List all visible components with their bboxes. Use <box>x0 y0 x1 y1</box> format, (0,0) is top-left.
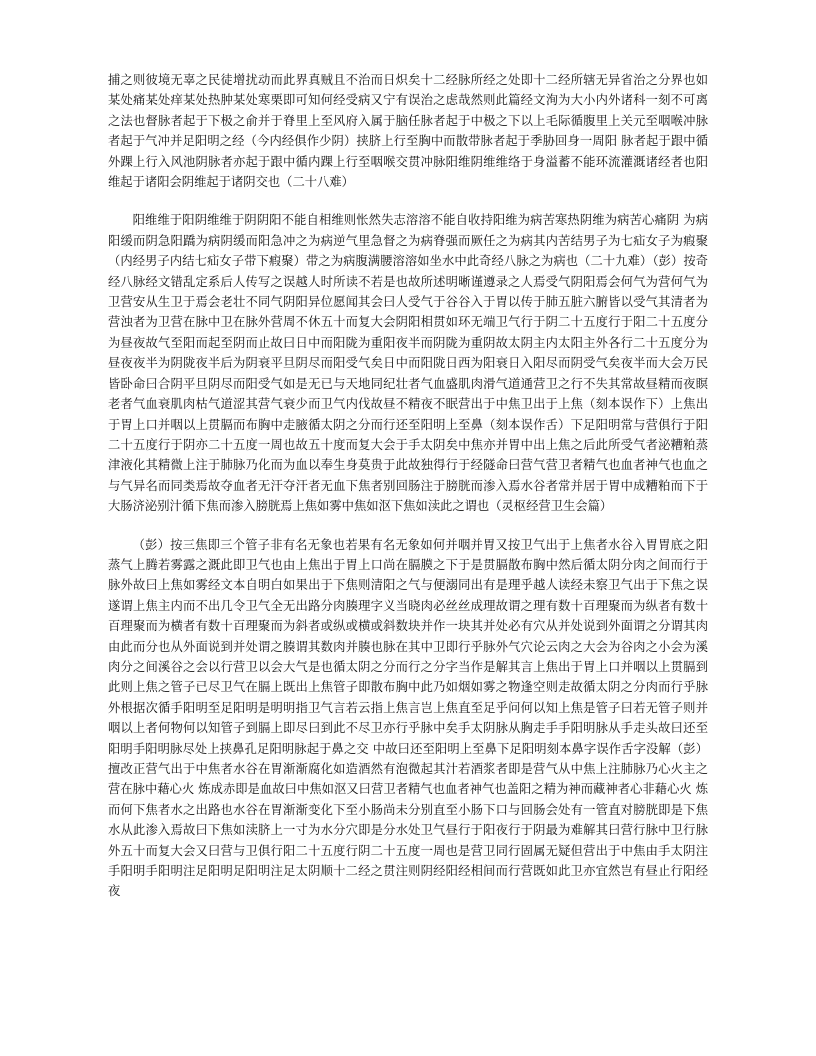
paragraph-3: （彭）按三焦即三个管子非有名无象也若果有名无象如何并咽并胃又按卫气出于上焦者水谷入胃胃底之阳蒸气上腾若雾露之溉此即卫气也由上焦出于胃上口尚在膈膜之下于是贯膈散布胸中然后循太阴分肉之间而行于脉外故曰上焦如雾经文本自明白如果出于下焦则清阳之气与便溺同出有是理乎越人读经未察卫气出于下焦之误遂谓上焦主内而不出几令卫气全无出路分肉腠理字义当晓肉必丝丝成理故谓之理有数十百理聚而为纵者有数十百理聚而为横者有数十百理聚而为斜者或纵或横或斜数块并作一块其并处必有穴从并处说到外面谓之分谓其肉由此而分也从外面说到并处谓之腠谓其数肉并腠也脉在其中卫即行乎脉外气穴论云肉之大会为谷肉之小会为溪肉分之间溪谷之会以行营卫以会大气是也循太阴之分而行之分字当作是解其言上焦出于胃上口并咽以上贯膈到此则上焦之管子已尽卫气在膈上既出上焦管子即散布胸中此乃如烟如雾之物逢空则走故循太阴之分肉而行乎脉外根据次循手阳明至足阳明是明明指卫气言若云指上焦言岂上焦直至足乎问何以知上焦是管子曰若无管子则并咽以上者何物何以知管子到膈上即尽曰到此不尽卫亦行乎脉中矣手太阴脉从胸走手手阳明脉从手走头故曰还至阳明手阳明脉尽处上挟鼻孔足阳明脉起于鼻之交 中故曰还至阳明上至鼻下足阳明刻本鼻字误作舌字没解（彭）擅改正营气出于中焦者水谷在胃渐渐腐化如造酒然有泡微起其汁若酒浆者即是营气从中焦上注肺脉乃心火主之营在脉中藉心火 炼成赤即是血故曰中焦如沤又曰营卫者精气也血者神气也盖阳之精为神而藏神者心非藉心火 炼而何下焦者水之出路也水谷在胃渐渐变化下至小肠尚未分别直至小肠下口与回肠会处有一管直对膀胱即是下焦水从此渗入焉故曰下焦如渎脐上一寸为水分穴即是分水处卫气昼行于阳夜行于阴最为难解其曰营行脉中卫行脉外五十而复大会又曰营与卫俱行阳二十五度行阴二十五度一周也是营卫同行固属无疑但营出于中焦由手太阴注手阳明手阳明注足阳明足阳明注足太阴顺十二经之贯注则阴经阳经相间而行营既如此卫亦宜然岂有昼止行阳经夜 <box>108 537 708 899</box>
document-page <box>108 70 708 902</box>
paragraph-2: 阳维维于阳阴维维于阴阴阳不能自相维则怅然失志溶溶不能自收持阳维为病苦寒热阴维为病苦心痛阴 为病阳缓而阴急阳蹻为病阴缓而阳急冲之为病逆气里急督之为病脊强而厥任之为病其内苦结男子为七疝女子为瘕聚（内经男子内结七疝女子带下瘕聚）带之为病腹满腰溶溶如坐水中此奇经八脉之为病也（二十九难）（彭）按奇经八脉经文错乱定系后人传写之误越人时所读不若是也故所述明晰谨遵录之人焉受气阴阳焉会何气为营何气为卫营安从生卫于焉会老壮不同气阴阳异位愿闻其会曰人受气于谷谷入于胃以传于肺五脏六腑皆以受气其清者为营浊者为卫营在脉中卫在脉外营周不休五十而复大会阴阳相贯如环无端卫气行于阴二十五度行于阳二十五度分为昼夜故气至阳而起至阴而止故曰日中而阳陇为重阳夜半而阴陇为重阴故太阴主内太阳主外各行二十五度分为昼夜夜半为阴陇夜半后为阴衰平旦阴尽而阳受气矣日中而阳陇日西为阳衰日入阳尽而阴受气矣夜半而大会万民皆卧命曰合阴平旦阴尽而阳受气如是无已与天地同纪壮者气血盛肌肉滑气道通营卫之行不失其常故昼精而夜瞑老者气血衰肌肉枯气道涩其营气衰少而卫气内伐故昼不精夜不眠营出于中焦卫出于上焦（刻本误作下）上焦出于胃上口并咽以上贯膈而布胸中走腋循太阴之分而行还至阳明上至鼻（刻本误作舌）下足阳明常与营俱行于阳二十五度行于阴亦二十五度一周也故五十度而复大会于手太阴矣中焦亦并胃中出上焦之后此所受气者泌糟粕蒸津液化其精微上注于肺脉乃化而为血以奉生身莫贵于此故独得行于经隧命曰营气营卫者精气也血者神气也血之与气异名而同类焉故夺血者无汗夺汗者无血下焦者别回肠注于膀胱而渗入焉水谷者常并居于胃中成糟粕而下于大肠济泌别汁循下焦而渗入膀胱焉上焦如雾中焦如沤下焦如渎此之谓也（灵枢经营卫生会篇） <box>108 213 708 514</box>
paragraph-1: 捕之则彼境无辜之民徒增扰动而此界真贼且不治而日炽矣十二经脉所经之处即十二经所辖无异省治之分界也如某处痛某处痒某处热肿某处寒栗即可知何经受病又宁有误治之虑哉然则此篇经文洵为大小内外诸科一刻不可离之法也督脉者起于下极之俞并于脊里上至风府入属于脑任脉者起于中极之下以上毛际循腹里上关元至咽喉冲脉者起于气冲并足阳明之经（今内经俱作少阴）挟脐上行至胸中而散带脉者起于季胁回身一周阳 脉者起于跟中循外踝上行入风池阴脉者亦起于跟中循内踝上行至咽喉交贯冲脉阳维阴维维络于身溢蓄不能环流灌溉诸经者也阳维起于诸阳会阴维起于诸阴交也（二十八难） <box>108 73 708 190</box>
